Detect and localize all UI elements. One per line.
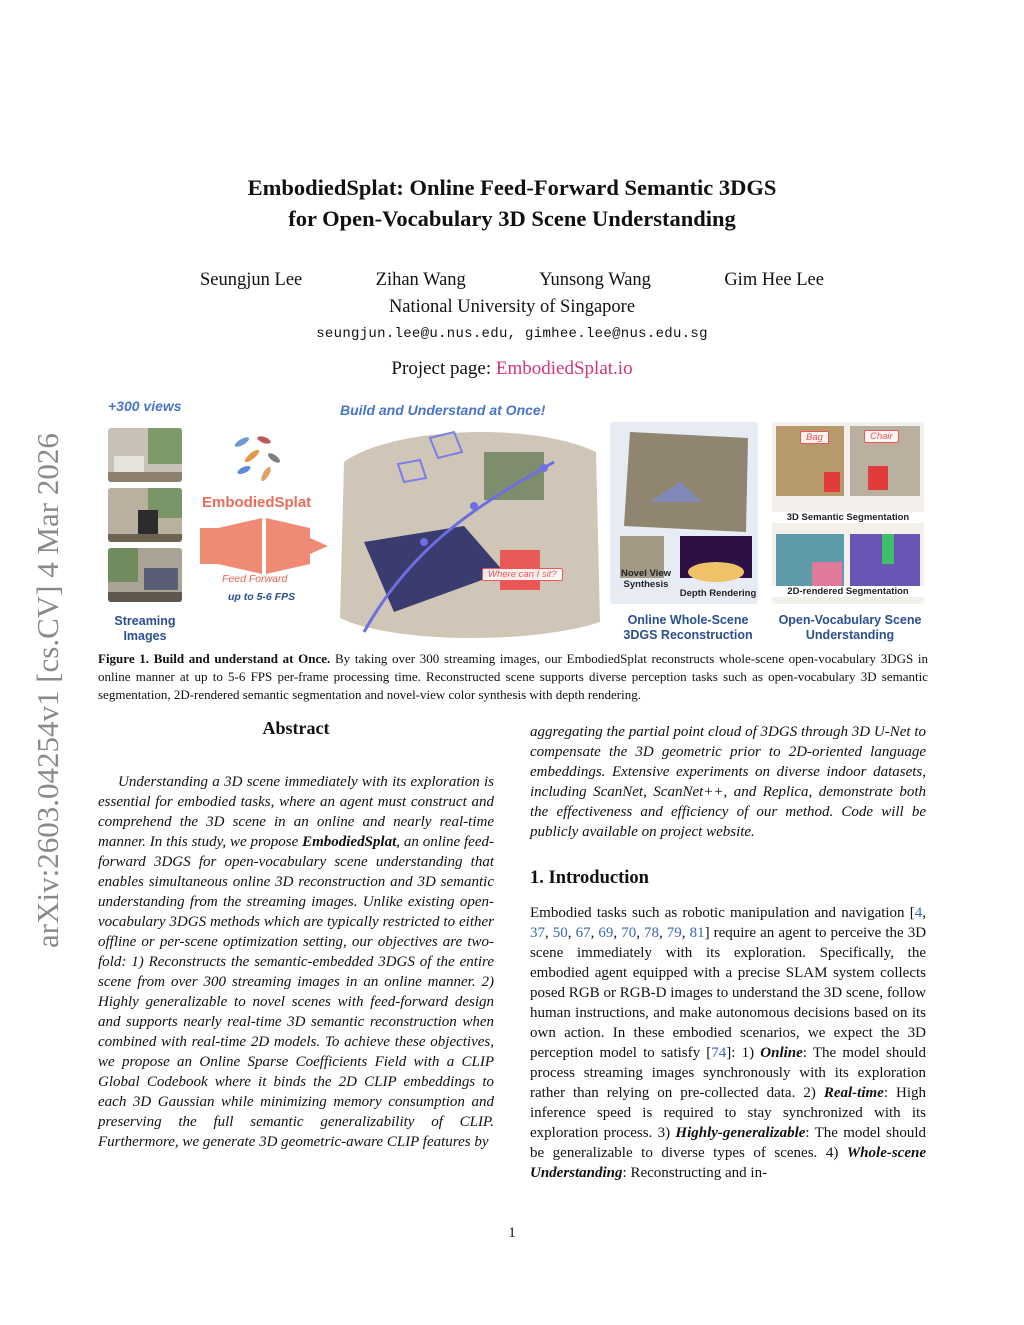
abstract-heading: Abstract [262, 718, 330, 738]
title-line-2: for Open-Vocabulary 3D Scene Understanding [288, 206, 736, 231]
abstract-paragraph: Understanding a 3D scene immediately with its exploration is essential for embodied tasks, where an agent must construct and comprehend the 3D scene in an online and nearly real-time manner. In this study, we propose EmbodiedSplat, an online feed-forward 3DGS for open-vocabulary scene understanding that enables simultaneous online 3D reconstruction and 3D semantic understanding from the streaming images. Unlike existing open-vocabulary 3DGS methods which are typically restricted to either offline or per-scene optimization setting, our objectives are two-fold: 1) Reconstructs the semantic-embedded 3DGS of the entire scene from over 300 streaming images in an online manner. 2) Highly generalizable to novel scenes with feed-forward design and supports nearly real-time 3D semantic reconstruction when combined with real-time 2D models. To achieve these objectives, we propose an Online Sparse Coefficients Field with a CLIP Global Codebook where it binds the 2D CLIP embeddings to each 3D Gaussian while minimizing memory consumption and preserving the full semantic generalizability of CLIP. Furthermore, we generate 3D geometric-aware CLIP features by [98, 774, 494, 1150]
author-name: Gim Hee Lee [724, 270, 824, 290]
abstract-column [98, 718, 494, 1152]
citation-link[interactable]: 70 [621, 925, 637, 941]
where-can-i-sit-tag: Where can I sit? [482, 568, 563, 581]
streaming-image-2 [108, 488, 182, 542]
citation-link[interactable]: 50 [552, 925, 568, 941]
abstract-method-name: EmbodiedSplat [302, 834, 397, 850]
intro-paragraph: Embodied tasks such as robotic manipulation and navigation [4, 37, 50, 67, 69, 70, 78, 79, 81] require an agent to perceive the 3D scene immediately with its exploration. Specifically, the embodied agent equipped with a precise SLAM system collects posed RGB or RGB-D images to understand the 3D scene, follow human instructions, and make autonomous decisions based on its own action. In these embodied scenarios, we expect the 3D perception model to satisfy [74]: 1) Online: The model should process streaming images synchronously with its exploration rather than relying on pre-collected data. 2) Real-time: High inference speed is required to stay synchronized with its exploration process. 3) Highly-generalizable: The model should be generalizable to diverse types of scenes. 4) Whole-scene Understanding: Reconstructing and in- [530, 905, 927, 1181]
author-list [200, 270, 824, 291]
right-column [530, 722, 926, 1183]
page-number: 1 [508, 1225, 516, 1241]
figure-caption [98, 650, 928, 704]
novel-view-label: Novel View Synthesis [621, 568, 671, 590]
citation-link[interactable]: 74 [711, 1045, 727, 1061]
intro-heading: 1. Introduction [530, 868, 649, 888]
citation-link[interactable]: 37 [530, 925, 545, 941]
citation-link[interactable]: 78 [643, 925, 659, 941]
citation-link[interactable]: 81 [689, 925, 705, 941]
feed-forward-icon [200, 516, 330, 576]
depth-rendering-label: Depth Rendering [679, 588, 757, 599]
author-emails: seungjun.lee@u.nus.edu, gimhee.lee@nus.edu.sg [316, 326, 708, 342]
author-name: Yunsong Wang [539, 270, 651, 290]
citation-link[interactable]: 69 [598, 925, 614, 941]
model-name: EmbodiedSplat [202, 494, 312, 511]
streaming-images-label: Streaming Images [114, 614, 176, 643]
caption-text: By taking over 300 streaming images, our EmbodiedSplat reconstructs whole-scene open-vocabulary 3DGS in online manner at up to 5-6 FPS per-frame processing time. Reconstructed scene supports diverse perception tasks such as open-vocabulary 3D semantic segmentation, 2D-rendered semantic segmentation and novel-view color synthesis with depth rendering. [98, 651, 928, 702]
online-reconstruction-label: Online Whole-Scene 3DGS Reconstruction [623, 613, 753, 642]
citation-link[interactable]: 79 [666, 925, 682, 941]
affiliation: National University of Singapore [388, 297, 636, 317]
caption-label: Figure 1. Build and understand at Once. [98, 651, 331, 666]
streaming-image-1 [108, 428, 182, 482]
citation-link[interactable]: 67 [575, 925, 591, 941]
title-line-1: EmbodiedSplat: Online Feed-Forward Semantic 3DGS [247, 175, 777, 200]
scene-reconstruction [334, 422, 602, 644]
chair-tag: Chair [864, 430, 899, 443]
author-name: Zihan Wang [375, 270, 466, 290]
bag-tag: Bag [800, 431, 829, 444]
paper-title [112, 172, 912, 234]
project-page [112, 358, 912, 380]
open-vocab-label: Open-Vocabulary Scene Understanding [778, 613, 922, 642]
citation-link[interactable]: 4 [914, 905, 923, 921]
author-name: Seungjun Lee [200, 270, 303, 290]
build-label: Build and Understand at Once! [340, 402, 546, 418]
streaming-image-3 [108, 548, 182, 602]
project-page-link[interactable]: EmbodiedSplat.io [495, 358, 633, 379]
3d-seg-label: 3D Semantic Segmentation [772, 512, 924, 523]
project-page-label: Project page: [391, 358, 496, 379]
gaussian-blobs [230, 432, 290, 482]
2d-seg-label: 2D-rendered Segmentation [772, 586, 924, 597]
abstract-continuation: aggregating the partial point cloud of 3DGS through 3D U-Net to compensate the 3D geometric prior to 2D-oriented language embeddings. Extensive experiments on diverse indoor datasets, including ScanNet, ScanNet++, and Replica, demonstrate both the effectiveness and efficiency of our method. Code will be publicly available on project website. [530, 724, 926, 840]
figure-1 [98, 392, 928, 646]
views-label: +300 views [108, 398, 182, 414]
arxiv-side-stamp [14, 380, 74, 950]
feed-forward-label: Feed Forward [222, 573, 288, 585]
fps-label: up to 5-6 FPS [228, 591, 296, 603]
arxiv-stamp-text: arXiv:2603.04254v1 [cs.CV] 4 Mar 2026 [30, 433, 65, 948]
